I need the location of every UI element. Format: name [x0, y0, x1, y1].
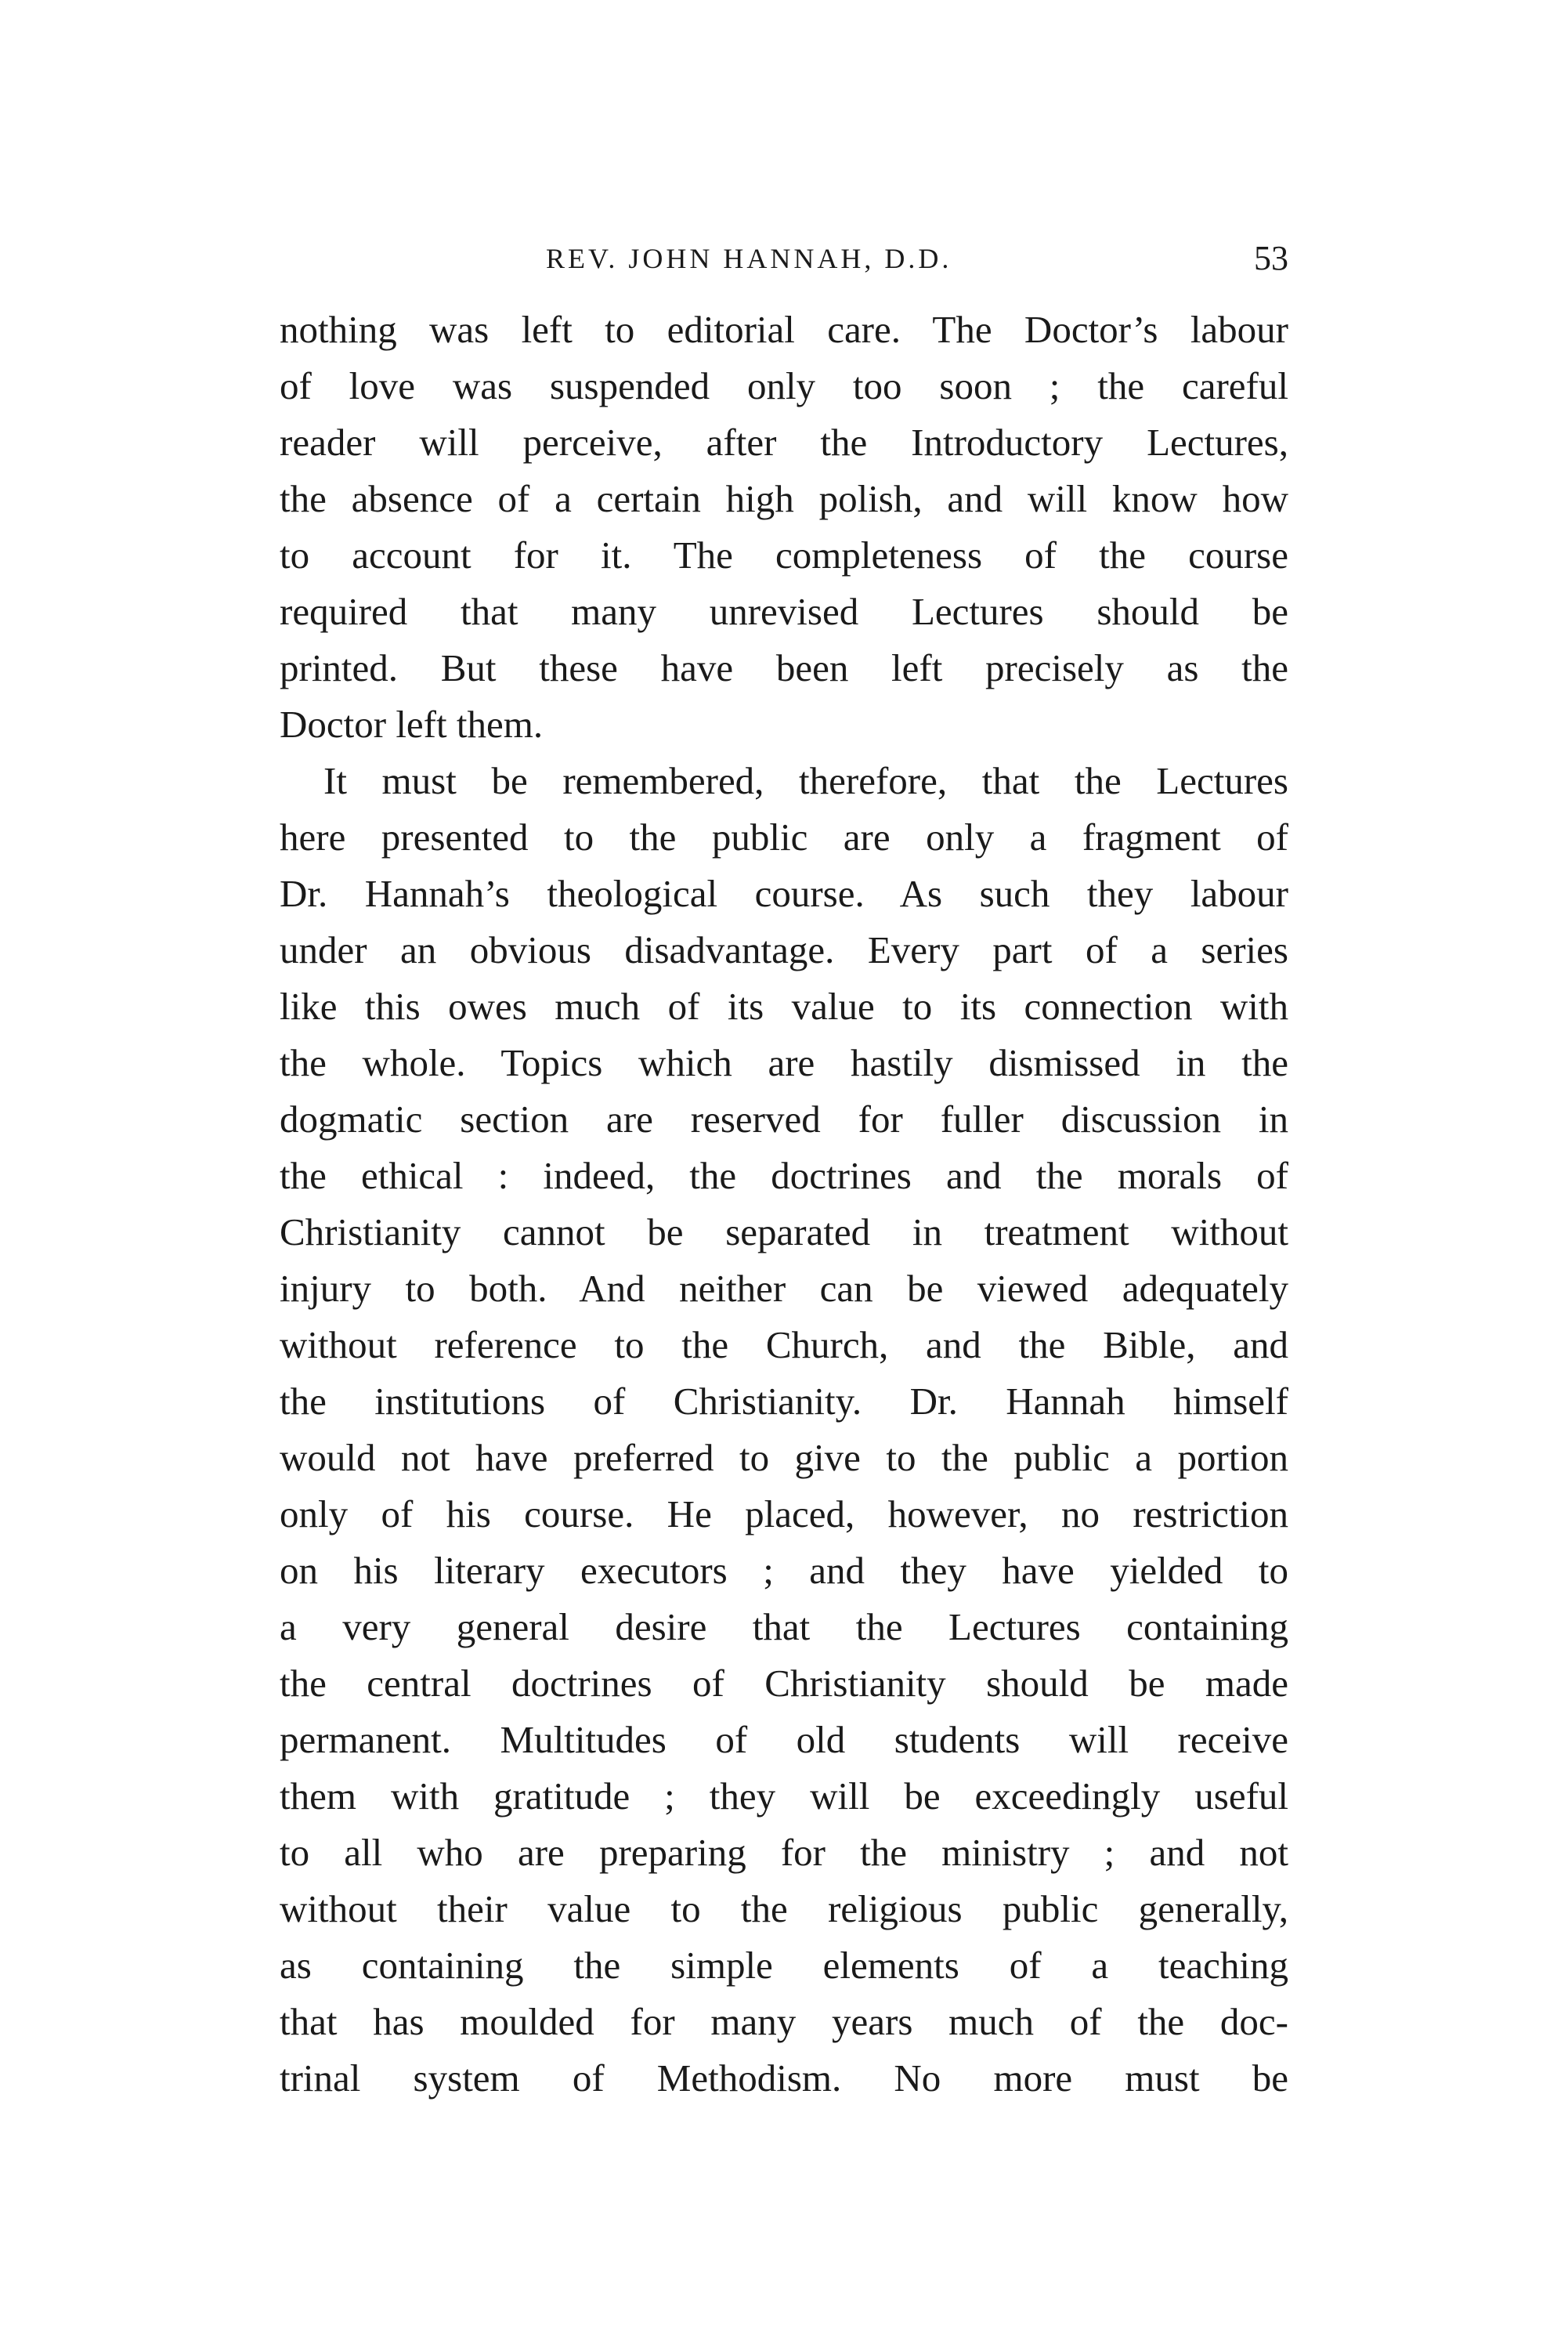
text-line: Dr. Hannah’s theological course. As such they labour [280, 872, 1288, 915]
page-number: 53 [1254, 239, 1288, 277]
text-line: the ethical : indeed, the doctrines and the morals of [280, 1154, 1288, 1197]
text-line: to all who are preparing for the ministry ; and not [280, 1831, 1288, 1874]
body-text [280, 302, 1288, 2107]
text-line: as containing the simple elements of a teaching [280, 1944, 1288, 1987]
text-line: like this owes much of its value to its connection with [280, 985, 1288, 1028]
text-line: here presented to the public are only a fragment of [280, 816, 1288, 859]
running-head [280, 235, 1288, 282]
text-line: permanent. Multitudes of old students will receive [280, 1718, 1288, 1761]
text-line: Doctor left them. [280, 703, 544, 746]
text-line: trinal system of Methodism. No more must be [280, 2056, 1288, 2100]
text-line: dogmatic section are reserved for fuller discussion in [280, 1098, 1288, 1141]
text-line: the absence of a certain high polish, and will know how [280, 477, 1288, 520]
text-line: the whole. Topics which are hastily dismissed in the [280, 1041, 1288, 1084]
text-line: on his literary executors ; and they have yielded to [280, 1549, 1288, 1592]
text-line: under an obvious disadvantage. Every part of a series [280, 928, 1288, 971]
text-line: Christianity cannot be separated in treatment without [280, 1210, 1288, 1253]
text-line: would not have preferred to give to the public a portion [280, 1436, 1288, 1479]
text-line: them with gratitude ; they will be exceedingly useful [280, 1774, 1288, 1818]
text-line: without their value to the religious public generally, [280, 1887, 1288, 1930]
paragraph-start-line: It must be remembered, therefore, that the Lectures [323, 759, 1288, 802]
text-line: reader will perceive, after the Introductory Lectures, [280, 421, 1288, 464]
text-line: the institutions of Christianity. Dr. Hannah himself [280, 1380, 1288, 1423]
text-line: that has moulded for many years much of the doc- [280, 2000, 1288, 2043]
text-line: printed. But these have been left precisely as the [280, 646, 1288, 689]
text-line: only of his course. He placed, however, no restriction [280, 1492, 1288, 1535]
text-line: the central doctrines of Christianity should be made [280, 1662, 1288, 1705]
text-line: to account for it. The completeness of the course [280, 533, 1288, 577]
text-line: injury to both. And neither can be viewed adequately [280, 1267, 1288, 1310]
running-title: REV. JOHN HANNAH, D.D. [546, 243, 952, 274]
text-line: required that many unrevised Lectures should be [280, 590, 1288, 633]
text-line: nothing was left to editorial care. The Doctor’s labour [280, 308, 1288, 351]
text-line: of love was suspended only too soon ; the careful [280, 364, 1288, 407]
text-line: without reference to the Church, and the Bible, and [280, 1323, 1288, 1366]
text-line: a very general desire that the Lectures containing [280, 1605, 1288, 1648]
